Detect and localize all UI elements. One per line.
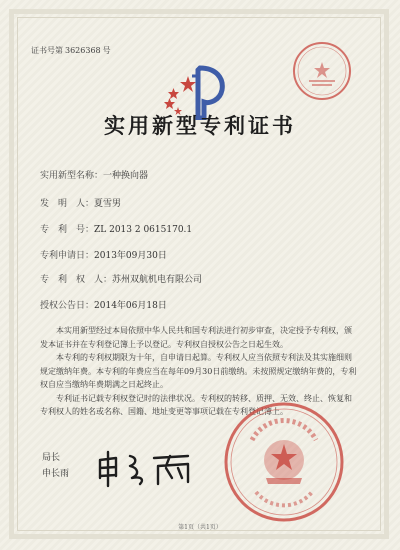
certificate-number — [31, 45, 111, 56]
page-number: 第1页（共1页） — [178, 524, 222, 531]
body-paragraph: 本实用新型经过本局依照中华人民共和国专利法进行初步审查，决定授予专利权，颁发本证书并在专利登记簿上予以登记。专利权自授权公告之日起生效。 — [40, 326, 352, 349]
grant-date-row — [40, 298, 167, 311]
patent-number-label: 专 利 号： — [40, 225, 95, 235]
inventor-label: 发 明 人： — [40, 199, 95, 209]
utility-model-name-row — [40, 168, 148, 181]
patentee-label: 专 利 权 人： — [40, 275, 113, 285]
body-paragraph: 专利证书记载专利权登记时的法律状况。专利权的转移、质押、无效、终止、恢复和专利权人的姓名或名称、国籍、地址变更等事项记载在专利登记簿上。 — [40, 393, 352, 416]
utility-model-name-value: 一种换向器 — [103, 171, 149, 181]
patentee-row — [40, 272, 202, 285]
inventor-row — [40, 196, 121, 209]
filing-date-row — [40, 248, 167, 261]
cert-no-value: 3626368 — [65, 46, 101, 55]
body-paragraph: 本专利的专利权期限为十年，自申请日起算。专利权人应当依照专利法及其实施细则规定缴纳年费。本专利的年费应当在每年09月30日前缴纳。未按照规定缴纳年费的，专利权自应当缴纳年费期满之日起终止。 — [40, 353, 357, 389]
inventor-value: 夏雪男 — [94, 199, 122, 209]
cert-no-label: 证书号第 — [31, 46, 63, 55]
utility-model-name-label: 实用新型名称： — [40, 171, 104, 181]
patentee-value: 苏州双航机电有限公司 — [112, 275, 203, 285]
patent-number-value: ZL 2013 2 0615170.1 — [94, 225, 193, 235]
director-signature — [92, 446, 202, 490]
filing-date-value: 2013年09月30日 — [94, 251, 167, 261]
grant-date-value: 2014年06月18日 — [94, 301, 167, 311]
grant-date-label: 授权公告日： — [40, 301, 95, 311]
director-name: 申长雨 — [42, 469, 70, 479]
agency-seal-icon — [291, 40, 353, 102]
official-seal-icon — [222, 400, 346, 524]
patent-number-row — [40, 222, 192, 235]
filing-date-label: 专利申请日： — [40, 251, 95, 261]
director-title: 局长 — [42, 453, 61, 463]
certificate-title: 实用新型专利证书 — [104, 113, 296, 138]
cert-no-suffix: 号 — [102, 46, 111, 55]
